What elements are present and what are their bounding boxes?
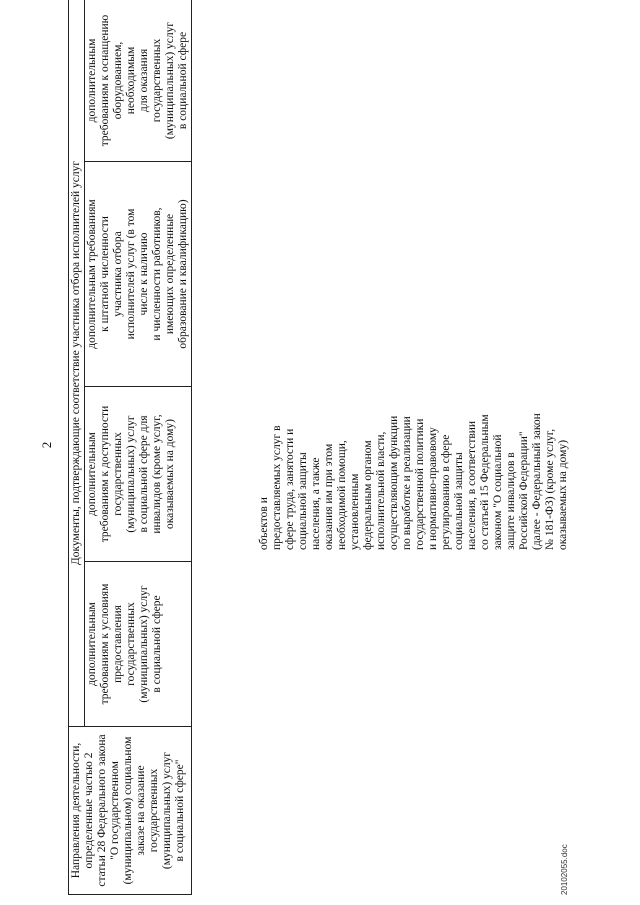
page-number: 2 [39, 441, 54, 449]
column-staffing-text: дополнительным требованиям к штатной численности участника отбора исполнителей услуг (в том числе к наличию и численности работников, имеющих определенные образование и квалификацию) [86, 199, 189, 349]
rotated-page [40, 0, 600, 895]
column-accessibility [85, 387, 192, 562]
column-conditions [85, 562, 192, 727]
column-staffing [85, 162, 192, 387]
documents-header: Документы, подтверждающие соответствие участника отбора исполнителей услуг [70, 160, 82, 566]
table-header-row [69, 0, 85, 895]
column-equipment [85, 0, 192, 162]
column-accessibility-text: дополнительным требованиям к доступности государственных (муниципальных) услуг в социальной сфере для инвалидов (кроме услуг, оказываемых на дому) [86, 405, 176, 543]
file-footer: 20102055.doc [560, 844, 569, 895]
direction-header-cell [69, 727, 192, 895]
documents-table [68, 0, 192, 895]
column-conditions-text: дополнительным требованиям к условиям предоставления государственных (муниципальных) услуг в социальной сфере [86, 583, 163, 705]
continuation-text: объектов и предоставляемых услуг в сфере труда, занятости и социальной защиты населения, а также оказания им при этом необходимой помощи, установленным федеральным органом исполнительной власти, осуществляющим функции по выработке и реализации государственной политики и нормативно-правовому регулированию в сфере социальной защиты населения, в соответствии со статьей 15 Федеральным законом "О социальной защите инвалидов в Российской Федерации" (далее - Федеральный закон № 181-ФЗ) (кроме услуг, оказываемых на дому) [258, 413, 569, 550]
direction-header: Направления деятельности, определенные частью 2 статьи 28 Федерального закона "О государственном (муниципальном) социальном заказе на оказание государственных (муниципальных) услуг в социальной сфере" [70, 734, 186, 887]
documents-header-cell [69, 0, 85, 727]
column-equipment-text: дополнительным требованиям к оснащению оборудованием, необходимым для оказания государственных (муниципальных) услуг в социальной сфере [86, 14, 189, 147]
